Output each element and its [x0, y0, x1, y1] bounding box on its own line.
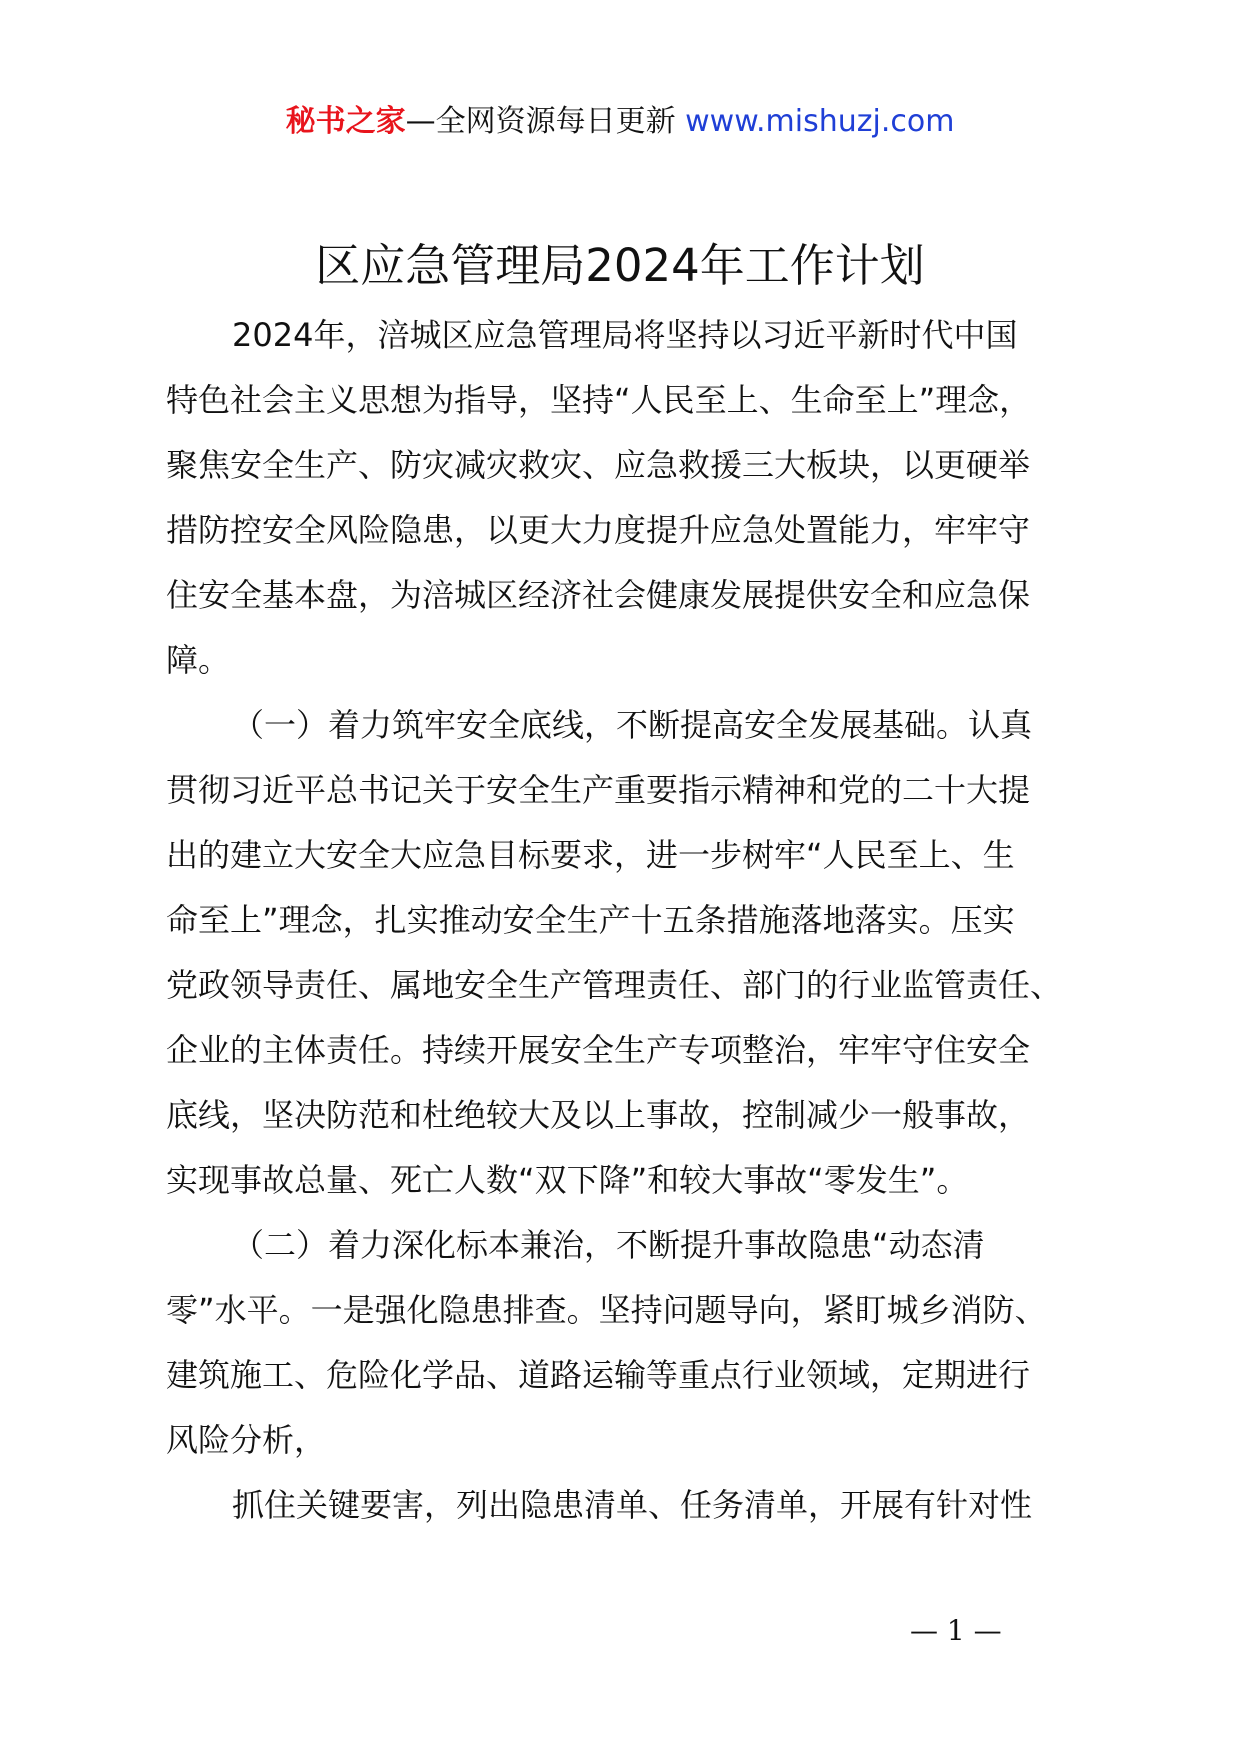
body-line: 贯彻习近平总书记关于安全生产重要指示精神和党的二十大提	[166, 771, 1031, 809]
body-line: 抓住关键要害，列出隐患清单、任务清单，开展有针对性	[232, 1486, 1033, 1524]
site-header	[0, 102, 1240, 142]
site-brand: 秘书之家	[285, 104, 406, 139]
body-line: 聚焦安全生产、防灾减灾救灾、应急救援三大板块，以更硬举	[166, 446, 1031, 484]
body-line: 出的建立大安全大应急目标要求，进一步树牢“人民至上、生	[166, 836, 1015, 874]
site-url-link[interactable]: www.mishuzj.com	[685, 104, 955, 139]
body-line: 实现事故总量、死亡人数“双下降”和较大事故“零发生”。	[166, 1161, 969, 1199]
document-title: 区应急管理局2024年工作计划	[315, 239, 925, 292]
body-line: 企业的主体责任。持续开展安全生产专项整治，牢牢守住安全	[166, 1031, 1031, 1069]
document-body	[166, 303, 1081, 1538]
body-line: （一）着力筑牢安全底线，不断提高安全发展基础。认真	[232, 706, 1033, 744]
body-line: 措防控安全风险隐患，以更大力度提升应急处置能力，牢牢守	[166, 511, 1031, 549]
body-line: 风险分析，	[166, 1421, 327, 1459]
body-line: 2024年，涪城区应急管理局将坚持以习近平新时代中国	[232, 316, 1018, 354]
body-line: 零”水平。一是强化隐患排查。坚持问题导向，紧盯城乡消防、	[166, 1291, 1047, 1329]
body-line: 特色社会主义思想为指导，坚持“人民至上、生命至上”理念，	[166, 381, 1032, 419]
body-line: 党政领导责任、属地安全生产管理责任、部门的行业监管责任、	[166, 966, 1063, 1004]
site-tagline: —全网资源每日更新	[405, 104, 676, 139]
body-line: 底线，坚决防范和杜绝较大及以上事故，控制减少一般事故，	[166, 1096, 1031, 1134]
body-line: 障。	[166, 641, 231, 679]
body-line: 命至上”理念，扎实推动安全生产十五条措施落地落实。压实	[166, 901, 1015, 939]
body-line: 住安全基本盘，为涪城区经济社会健康发展提供安全和应急保	[166, 576, 1031, 614]
body-line: （二）着力深化标本兼治，不断提升事故隐患“动态清	[232, 1226, 985, 1264]
page-number: — 1 —	[910, 1614, 1002, 1647]
body-line: 建筑施工、危险化学品、道路运输等重点行业领域，定期进行	[166, 1356, 1031, 1394]
